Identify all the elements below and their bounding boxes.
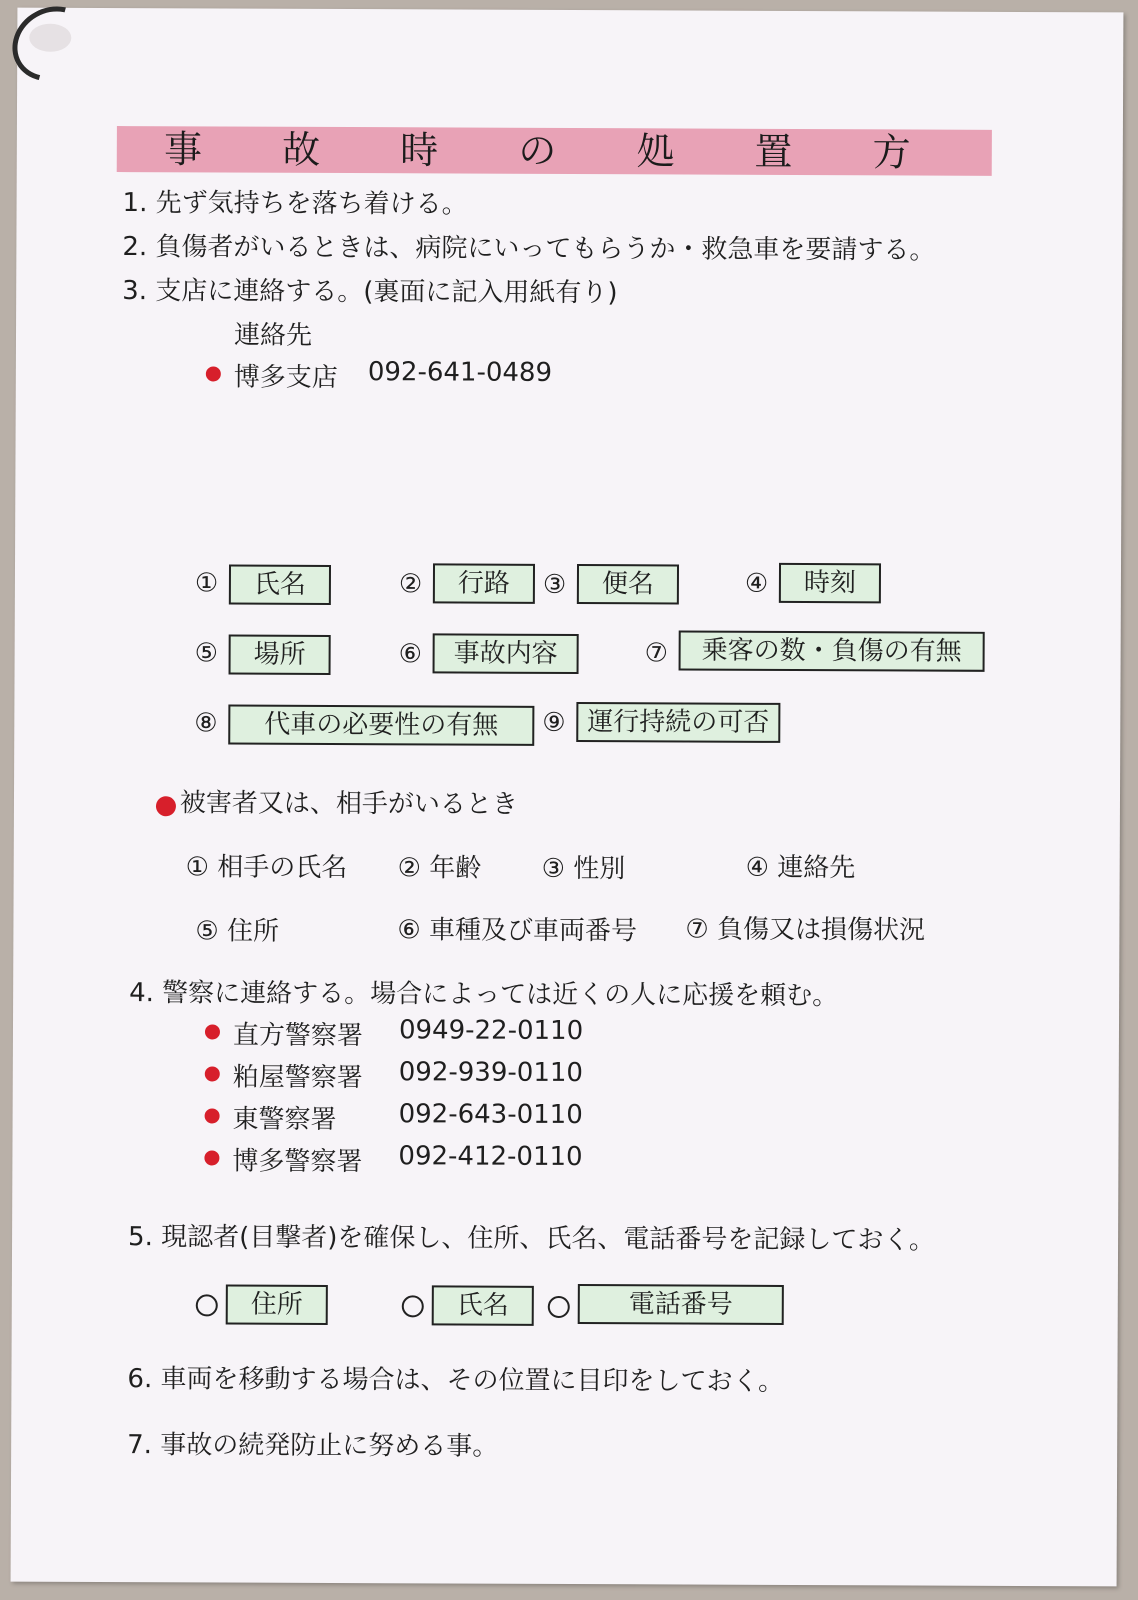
report-item-box: 行路 bbox=[433, 563, 535, 603]
victim-item: ④ 連絡先 bbox=[745, 852, 856, 884]
police-phone: 0949-22-0110 bbox=[398, 1015, 584, 1047]
victim-item: ① 相手の氏名 bbox=[185, 852, 348, 884]
witness-item-box: 住所 bbox=[226, 1285, 328, 1325]
circle-icon bbox=[548, 1296, 570, 1318]
report-item-box: 時刻 bbox=[779, 563, 881, 603]
police-phone: 092-643-0110 bbox=[398, 1099, 583, 1131]
report-item-box: 事故内容 bbox=[433, 633, 579, 674]
branch-name: 博多支店 bbox=[233, 362, 338, 393]
police-name: 博多警察署 bbox=[232, 1146, 363, 1178]
report-item-num: ⑥ bbox=[398, 639, 422, 670]
step-1: 1. 先ず気持ちを落ち着ける。 bbox=[122, 188, 468, 220]
branch-phone: 092-641-0489 bbox=[367, 357, 553, 388]
report-item-box: 運行持続の可否 bbox=[576, 702, 780, 743]
binder-ring bbox=[0, 0, 106, 95]
report-item-box: 氏名 bbox=[229, 565, 331, 605]
page-title: 事 故 時 の 処 置 方 bbox=[163, 127, 945, 175]
bullet-icon bbox=[204, 1150, 219, 1165]
witness-item-box: 氏名 bbox=[432, 1285, 534, 1325]
step-2: 2. 負傷者がいるときは、病院にいってもらうか・救急車を要請する。 bbox=[122, 232, 936, 266]
circle-icon bbox=[402, 1295, 424, 1317]
report-item-box: 便名 bbox=[577, 564, 679, 604]
report-item-num: ⑨ bbox=[542, 707, 566, 738]
police-phone: 092-412-0110 bbox=[398, 1141, 583, 1173]
victim-item: ⑤ 住所 bbox=[195, 916, 280, 947]
contact-label: 連絡先 bbox=[233, 320, 313, 351]
police-name: 粕屋警察署 bbox=[232, 1062, 363, 1094]
step-3: 3. 支店に連絡する。(裏面に記入用紙有り) bbox=[122, 276, 618, 309]
bullet-icon bbox=[206, 366, 221, 381]
bullet-icon bbox=[205, 1066, 220, 1081]
report-item-num: ⑦ bbox=[644, 638, 669, 669]
report-item-box: 代車の必要性の有無 bbox=[228, 705, 534, 746]
step-5: 5. 現認者(目撃者)を確保し、住所、氏名、電話番号を記録しておく。 bbox=[128, 1222, 935, 1256]
step-7: 7. 事故の続発防止に努める事。 bbox=[127, 1430, 499, 1462]
police-phone: 092-939-0110 bbox=[398, 1057, 584, 1089]
report-item-num: ⑧ bbox=[194, 708, 218, 739]
bullet-icon bbox=[205, 1108, 220, 1123]
victim-item: ⑥ 車種及び車両番号 bbox=[397, 915, 638, 947]
circle-icon bbox=[196, 1294, 218, 1316]
police-name: 東警察署 bbox=[232, 1104, 337, 1135]
step-4: 4. 警察に連絡する。場合によっては近くの人に応援を頼む。 bbox=[129, 978, 839, 1012]
report-item-box: 場所 bbox=[229, 635, 331, 675]
report-item-num: ② bbox=[398, 569, 423, 600]
witness-item-box: 電話番号 bbox=[578, 1284, 784, 1325]
report-item-box: 乗客の数・負傷の有無 bbox=[679, 630, 985, 671]
bullet-icon bbox=[205, 1024, 220, 1039]
bullet-icon bbox=[156, 796, 176, 816]
document-sheet bbox=[11, 8, 1124, 1587]
report-item-num: ④ bbox=[744, 568, 769, 599]
report-item-num: ⑤ bbox=[194, 638, 219, 669]
report-item-num: ① bbox=[194, 568, 219, 599]
victim-item: ③ 性別 bbox=[541, 853, 626, 885]
victim-item: ② 年齢 bbox=[397, 853, 482, 884]
report-item-num: ③ bbox=[542, 569, 567, 600]
victim-heading: 被害者又は、相手がいるとき bbox=[179, 788, 519, 820]
step-6: 6. 車両を移動する場合は、その位置に目印をしておく。 bbox=[127, 1364, 785, 1397]
police-name: 直方警察署 bbox=[232, 1020, 364, 1052]
victim-item: ⑦ 負傷又は損傷状況 bbox=[685, 914, 926, 946]
